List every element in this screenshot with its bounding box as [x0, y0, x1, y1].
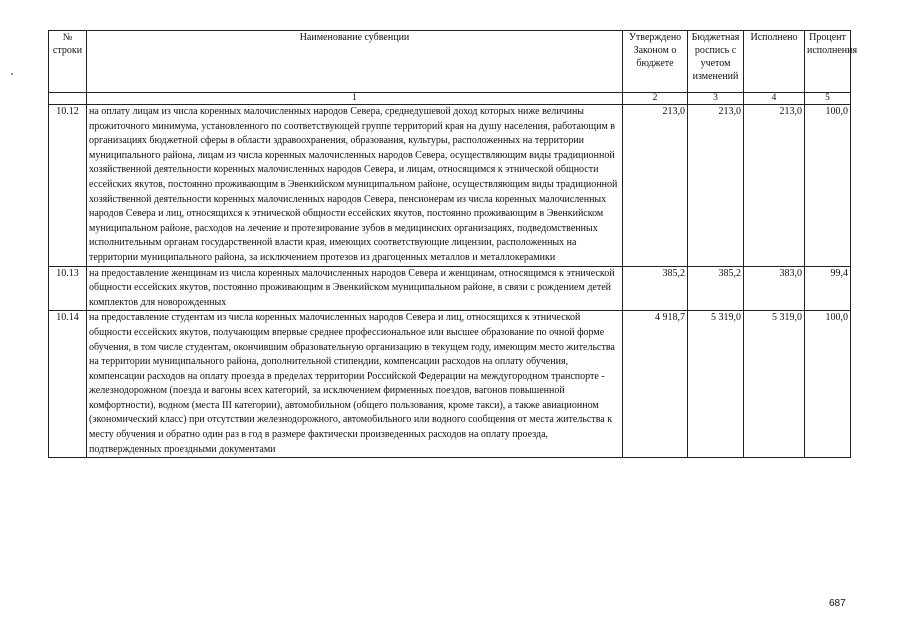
header-approved: Утверждено Законом о бюджете — [623, 31, 688, 93]
header-budget-schedule: Бюджетная роспись с учетом изменений — [688, 31, 744, 93]
row-number: 10.14 — [49, 311, 87, 458]
header-row-number: № строки — [49, 31, 87, 93]
column-number: 1 — [87, 93, 623, 105]
budget-value: 385,2 — [688, 266, 744, 311]
column-number-blank — [49, 93, 87, 105]
approved-value: 385,2 — [623, 266, 688, 311]
executed-value: 213,0 — [744, 105, 805, 267]
row-number: 10.13 — [49, 266, 87, 311]
percent-value: 100,0 — [805, 311, 851, 458]
table-row — [49, 266, 851, 311]
header-subvention-name: Наименование субвенции — [87, 31, 623, 93]
column-number: 4 — [744, 93, 805, 105]
approved-value: 213,0 — [623, 105, 688, 267]
subvention-name: на предоставление студентам из числа коренных малочисленных народов Севера и лиц, относящихся к этнической общности ессейских якутов, получающим впервые среднее профессиональное или высшее образование по очной форме обучения, в том числе студентам, окончившим образовательную организацию в текущем году, имеющим место жительства на территории муниципального района, дополнительной стипендии, компенсации расходов на оплату обучения, компенсации расходов на оплату проезда в пределах территории Российской Федерации на междугородном транспорте - железнодорожном (поезда и вагоны всех категорий, за исключением фирменных поездов, вагонов повышенной комфортности), водном (места III категории), автомобильном (общего пользования, кроме такси), а также авиационном (экономический класс) при отсутствии железнодорожного, автомобильного или водного сообщения от места жительства к месту обучения и обратно один раз в год в размере фактически произведенных расходов на оплату проезда, подтвержденных проездными документами — [87, 311, 623, 458]
budget-value: 5 319,0 — [688, 311, 744, 458]
header-percent: Процент исполнения — [805, 31, 851, 93]
header-executed: Исполнено — [744, 31, 805, 93]
column-number: 5 — [805, 93, 851, 105]
executed-value: 383,0 — [744, 266, 805, 311]
subvention-name: на предоставление женщинам из числа коренных малочисленных народов Севера и женщинам, относящимся к этнической общности ессейских якутов, постоянно проживающим в Эвенкийском муниципальном районе, в связи с рождением детей комплектов для новорожденных — [87, 266, 623, 311]
table-row — [49, 311, 851, 458]
page-number: 687 — [829, 598, 846, 609]
percent-value: 99,4 — [805, 266, 851, 311]
budget-value: 213,0 — [688, 105, 744, 267]
column-number: 2 — [623, 93, 688, 105]
column-number-row — [49, 93, 851, 105]
header-row — [49, 31, 851, 93]
approved-value: 4 918,7 — [623, 311, 688, 458]
executed-value: 5 319,0 — [744, 311, 805, 458]
percent-value: 100,0 — [805, 105, 851, 267]
subvention-table — [48, 30, 858, 458]
row-number: 10.12 — [49, 105, 87, 267]
scan-speck — [11, 73, 13, 75]
table-row — [49, 105, 851, 267]
subvention-name: на оплату лицам из числа коренных малочисленных народов Севера, среднедушевой доход которых ниже величины прожиточного минимума, установленного по соответствующей группе территорий края на душу населения, работающим в организациях бюджетной сферы в области здравоохранения, образования, культуры, расположенных на территории муниципального района, лицам из числа коренных малочисленных народов Севера, осуществляющим виды традиционной хозяйственной деятельности коренных малочисленных народов Севера, и лицам, относящимся к этнической общности ессейских якутов, постоянно проживающим в Эвенкийском муниципальном районе, осуществляющим виды традиционной хозяйственной деятельности коренных малочисленных народов Севера, пенсионерам из числа коренных малочисленных народов Севера и лиц, относящихся к этнической общности ессейских якутов, постоянно проживающим в Эвенкийском муниципальном районе, расходов на лечение и протезирование зубов в медицинских организациях, подведомственных исполнительным органам государственной власти края, имеющих соответствующие лицензии, расположенных на территории муниципального района, за исключением протезов из драгоценных металлов и металлокерамики — [87, 105, 623, 267]
column-number: 3 — [688, 93, 744, 105]
